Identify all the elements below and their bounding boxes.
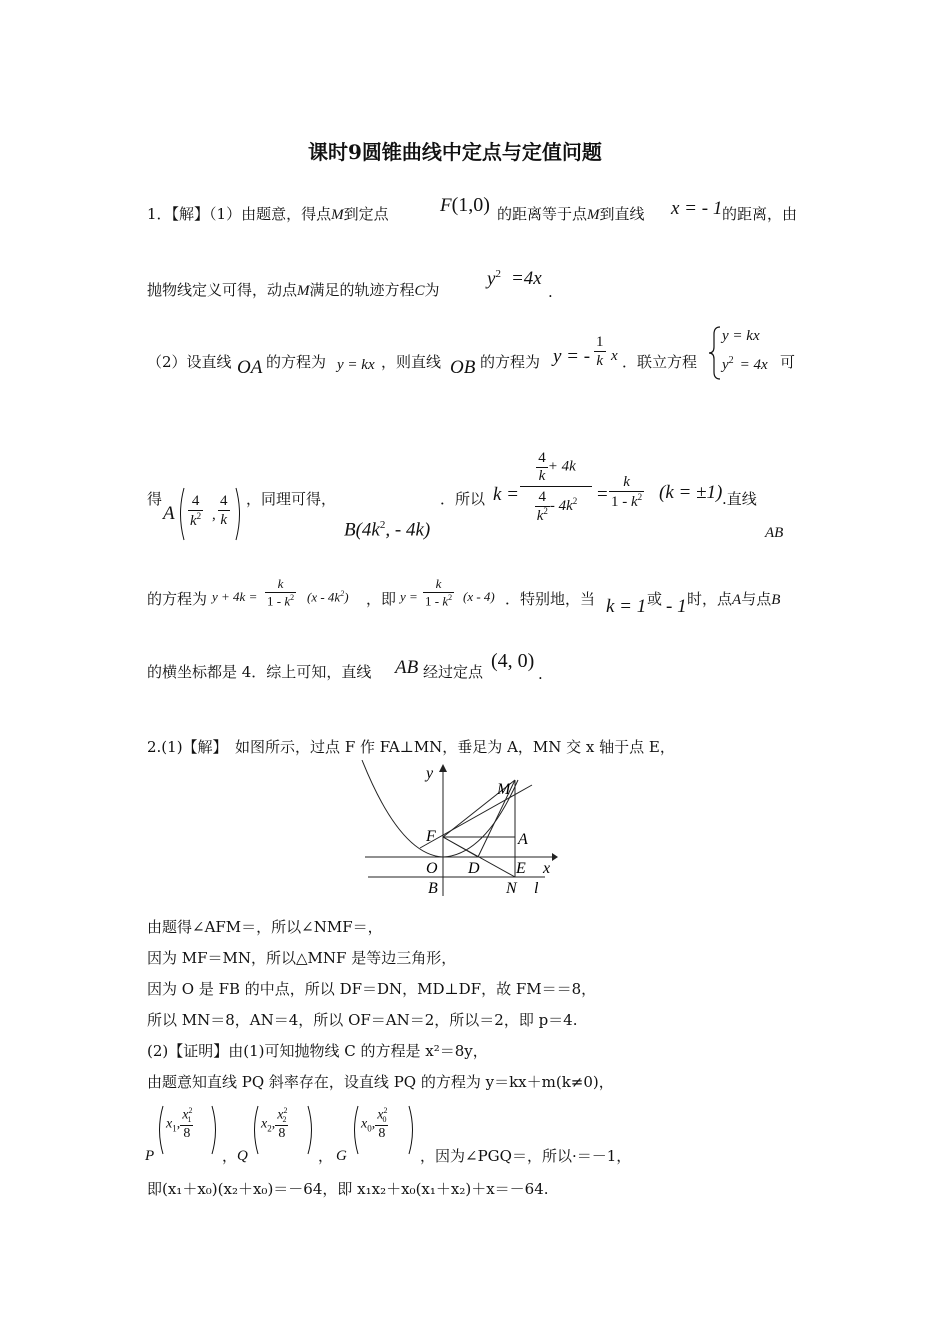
p1-line6c: . <box>538 665 543 683</box>
q-paren-r <box>306 1105 316 1155</box>
p2-line6: (2)【证明】由(1)可知抛物线 C 的方程是 x²＝8y， <box>147 1042 488 1060</box>
den: k <box>596 353 604 369</box>
text: 满足的轨迹方程 <box>309 281 415 299</box>
x: x <box>377 1107 384 1123</box>
num: 4 <box>220 493 228 509</box>
g-coord: $x_0$, $\frac{x^2_0}{8}$ <box>361 1106 388 1142</box>
comma: ， <box>222 1147 238 1165</box>
point-a-label: A <box>163 503 175 524</box>
complex-frac <box>520 450 592 524</box>
k: k <box>190 513 197 529</box>
fig-e-label: E <box>516 860 526 877</box>
p1-line1c: 的距离，由 <box>722 205 798 223</box>
den: k <box>220 512 228 528</box>
sys-eq2 <box>722 355 768 374</box>
k: k <box>631 494 638 510</box>
x-minus-4k2 <box>307 589 349 605</box>
y-eq: y = <box>400 589 418 604</box>
fig-x-label: x <box>543 860 551 877</box>
text: 为 <box>424 281 440 299</box>
p2-line9: 即(x₁＋x₀)(x₂＋x₀)＝－64，即 x₁x₂＋x₀(x₁＋x₂)＋x＝－64. <box>147 1180 549 1198</box>
fig-y-label: y <box>426 765 434 782</box>
neg-1: - 1 <box>666 596 687 617</box>
parabola-figure <box>360 760 560 900</box>
minus4k2: - 4k <box>549 497 573 514</box>
num: 4 <box>535 489 550 507</box>
ab-label: AB <box>765 525 784 541</box>
b-coord-a: B(4k <box>344 519 380 541</box>
plus4k: + 4k <box>547 458 576 475</box>
page-title: 课时9圆锥曲线中定点与定值问题 <box>308 140 602 164</box>
k: k <box>442 592 449 608</box>
var-m: M <box>587 207 600 223</box>
sub: 1 <box>172 1123 177 1134</box>
k: k <box>536 507 544 524</box>
fig-d-label: D <box>468 860 480 877</box>
sub: 1 <box>187 1115 192 1125</box>
parabola-eq <box>487 268 542 291</box>
frac-4-k <box>218 492 230 529</box>
frac-k-1mk2-c <box>423 576 454 609</box>
g-paren-l <box>350 1105 360 1155</box>
text: 的距离等于点 <box>497 205 588 223</box>
p2-line7: 由题意知直线 PQ 斜率存在，设直线 PQ 的方程为 y＝kx＋m(k≠0)， <box>147 1073 614 1091</box>
p2-line2: 由题得∠AFM＝，所以∠NMF＝， <box>147 918 383 936</box>
p1-line3f: 可 <box>780 353 796 371</box>
one-minus: 1 - <box>611 494 628 510</box>
rhs: = 4x <box>739 357 768 373</box>
close: ) <box>344 589 349 605</box>
oa: OA <box>237 357 263 378</box>
num: k <box>609 473 644 492</box>
num: k <box>423 576 454 593</box>
b-coord-b: , - 4k) <box>385 519 431 541</box>
fig-b-label: B <box>428 880 438 897</box>
p1-line3d: 的方程为 <box>480 353 541 371</box>
x-minus-4: (x - 4) <box>463 589 495 604</box>
y-neg: y = - <box>553 346 591 367</box>
sup: 2 <box>448 592 453 602</box>
sup: 2 <box>379 519 386 531</box>
sup: 2 <box>340 589 345 598</box>
p-label: P <box>145 1148 155 1164</box>
num: k <box>265 576 296 593</box>
p2-line8-tail: ，因为∠PGQ＝，所以·＝－1， <box>420 1147 632 1165</box>
sup: 2 <box>188 1106 193 1115</box>
x-minus: (x - 4k <box>307 589 341 605</box>
k-eq-1: k = 1 <box>606 596 647 617</box>
sup: 2 <box>196 511 202 521</box>
x: x <box>277 1107 284 1123</box>
p2-line4: 因为 O 是 FB 的中点，所以 DF＝DN，MD⊥DF，故 FM＝＝8， <box>147 980 597 998</box>
frac-k-1mk2-b <box>265 576 296 609</box>
x: x <box>182 1107 189 1123</box>
eq-sign: = <box>597 484 608 505</box>
text: 到直线 <box>599 205 645 223</box>
p-paren-l <box>155 1105 165 1155</box>
var-a: A <box>732 592 742 608</box>
p1-line4c: ．所以 <box>440 490 486 508</box>
p1-line6b: 经过定点 <box>423 663 484 681</box>
num: 1 <box>596 334 604 350</box>
p1-line6a: 的横坐标都是 4．综上可知，直线 <box>147 663 372 681</box>
p1-line5b: ，即 <box>366 590 397 608</box>
var-f: F <box>440 195 452 216</box>
p1-line5a: 的方程为 <box>147 590 208 608</box>
den: 8 <box>278 1126 286 1142</box>
sub: 0 <box>382 1115 387 1125</box>
p1-line5d <box>687 590 780 609</box>
x-var: x <box>611 348 618 364</box>
p2-line1: 2.(1)【解】 如图所示，过点 F 作 FA⊥MN，垂足为 A，MN 交 x 轴于点 E， <box>147 738 675 756</box>
var-c: C <box>414 283 425 299</box>
text: 抛物线定义可得，动点 <box>147 281 298 299</box>
k: k <box>284 592 291 608</box>
frac-k-1mk2 <box>609 473 644 511</box>
p1-line3e: ．联立方程 <box>622 353 698 371</box>
ob: OB <box>450 357 476 378</box>
sup: 2 <box>290 592 295 602</box>
f-coord: (1,0) <box>451 194 490 216</box>
frac-4-k2 <box>188 492 203 530</box>
sup: 2 <box>495 268 501 280</box>
text: 时，点 <box>687 590 733 608</box>
k-condition: (k = ±1) <box>659 482 723 503</box>
comma: , <box>212 507 216 523</box>
paren-right <box>234 487 244 541</box>
point-b-coord <box>344 519 430 542</box>
p1-line2 <box>147 281 440 300</box>
x: x <box>261 1116 268 1132</box>
y-kx: y = kx <box>337 357 375 373</box>
p2-line3: 因为 MF＝MN，所以△MNF 是等边三角形， <box>147 949 457 967</box>
sup: 2 <box>572 495 578 506</box>
p1-line4a: 得 <box>147 490 163 508</box>
sup: 2 <box>383 1106 388 1115</box>
one-minus: 1 - <box>425 592 440 608</box>
paren-left <box>176 487 186 541</box>
g-label: G <box>336 1148 347 1164</box>
comma: ， <box>318 1147 334 1165</box>
var-m: M <box>297 283 310 299</box>
var-y: y <box>722 357 729 373</box>
p1-line3c: ，则直线 <box>381 353 442 371</box>
sup: 2 <box>637 492 643 502</box>
ab: AB <box>395 657 419 678</box>
fig-o-label: O <box>426 860 438 877</box>
p2-line5: 所以 MN＝8，AN＝4，所以 OF＝AN＝2，所以＝2，即 p＝4. <box>147 1011 578 1029</box>
sub: 2 <box>282 1115 287 1125</box>
den: 8 <box>378 1126 386 1142</box>
system-brace <box>708 326 722 380</box>
k-ab: k = <box>493 484 520 505</box>
one-minus: 1 - <box>267 592 282 608</box>
fixed-point: (4, 0) <box>491 650 535 672</box>
sub: 0 <box>367 1123 372 1134</box>
y-plus-4k: y + 4k = <box>212 589 258 604</box>
q-label: Q <box>237 1148 248 1164</box>
p1-line1b <box>497 205 645 224</box>
sup: 2 <box>728 355 734 366</box>
point-f <box>440 193 490 218</box>
p1-line4d: .直线 <box>722 490 757 508</box>
fig-l-label: l <box>534 880 539 897</box>
x: x <box>166 1116 173 1132</box>
var-b: B <box>771 592 781 608</box>
var-m: M <box>331 207 344 223</box>
text: 1．【解】（1）由题意，得点 <box>147 205 332 223</box>
g-paren-r <box>407 1105 417 1155</box>
frac-1-k <box>594 333 606 370</box>
den: k <box>538 467 546 484</box>
den: 8 <box>183 1126 191 1142</box>
x: x <box>361 1116 368 1132</box>
sys-eq1: y = kx <box>722 328 760 344</box>
num: 4 <box>538 450 546 466</box>
p1-line5c: ．特别地，当 <box>505 590 596 608</box>
q-coord: $x_2$, $\frac{x^2_2}{8}$ <box>261 1106 288 1142</box>
rhs: =4x <box>510 268 542 290</box>
text: 到定点 <box>343 205 389 223</box>
sup: 2 <box>283 1106 288 1115</box>
text: 与点 <box>741 590 772 608</box>
num: 4 <box>188 492 203 511</box>
p1-line3b: 的方程为 <box>266 353 327 371</box>
fig-m-label: M <box>497 781 511 798</box>
line-x-eq: x = - 1 <box>671 198 723 219</box>
p-coord: $x_1$, $\frac{x^2_1}{8}$ <box>166 1106 193 1142</box>
sup: 2 <box>543 505 548 516</box>
p1-line3a: （2）设直线 <box>147 353 232 371</box>
p-paren-r <box>210 1105 220 1155</box>
or: 或 <box>647 590 663 608</box>
p1-line4b: ，同理可得， <box>246 490 337 508</box>
sub: 2 <box>267 1123 272 1134</box>
fig-n-label: N <box>506 880 517 897</box>
q-paren-l <box>250 1105 260 1155</box>
fig-a-label: A <box>518 831 528 848</box>
fig-f-label: F <box>426 828 436 845</box>
var-y: y <box>487 268 496 290</box>
period: . <box>548 283 553 301</box>
p1-line1 <box>147 205 389 224</box>
